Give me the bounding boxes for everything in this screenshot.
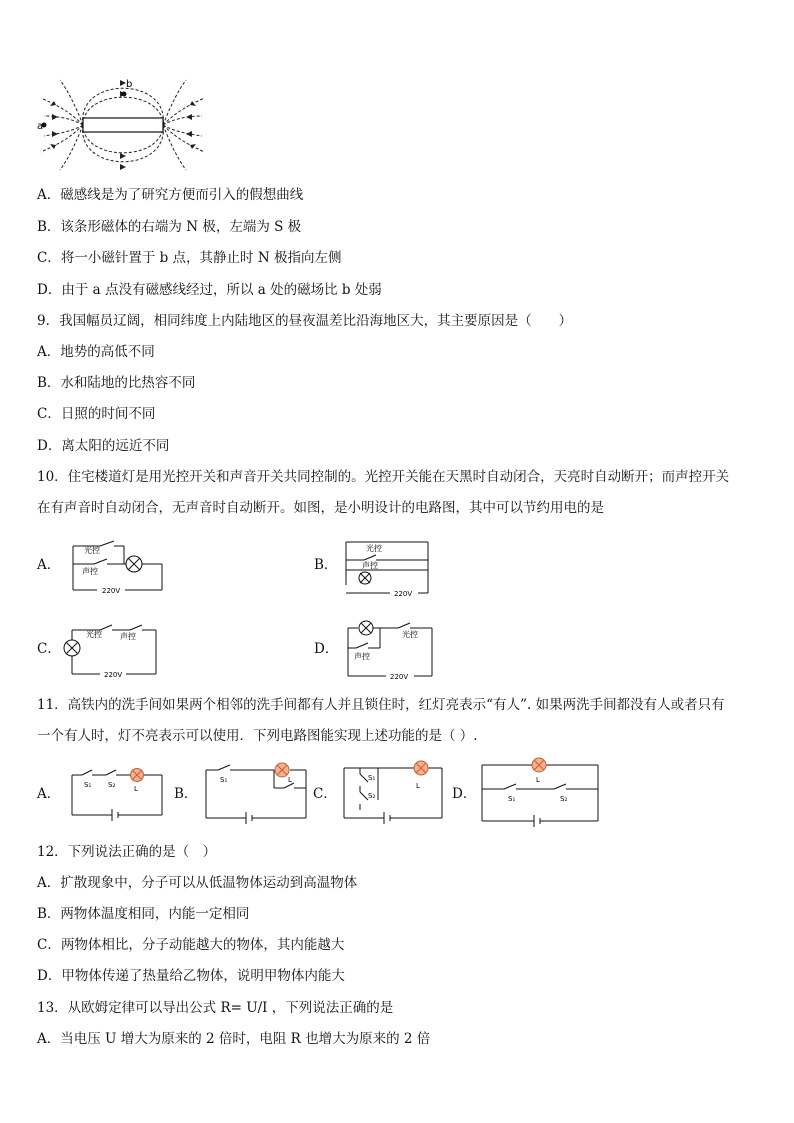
light-switch-label: 光控 xyxy=(86,630,102,639)
q8-option-c: C．将一小磁针置于 b 点，其静止时 N 极指向左侧 xyxy=(37,250,342,266)
q11-stem-line2: 一个有人时，灯不亮表示可以使用．下列电路图能实现上述功能的是（ ）. xyxy=(37,728,478,744)
s1-label: S₁ xyxy=(508,795,516,803)
q8-option-b: B．该条形磁体的右端为 N 极，左端为 S 极 xyxy=(37,219,302,235)
q10-label-a: A． xyxy=(37,557,61,573)
light-switch-label: 光控 xyxy=(402,630,418,639)
q12-option-a: A．扩散现象中，分子可以从低温物体运动到高温物体 xyxy=(37,875,358,891)
q13-stem: 13．从欧姆定律可以导出公式 R= U/I ，下列说法正确的是 xyxy=(37,1000,394,1016)
q11-label-c: C． xyxy=(313,786,337,802)
s2-label: S₂ xyxy=(108,781,116,789)
q10-stem-line2: 在有声音时自动闭合，无声音时自动断开。如图，是小明设计的电路图，其中可以节约用电的是 xyxy=(37,500,604,516)
q9-stem: 9．我国幅员辽阔，相同纬度上内陆地区的昼夜温差比沿海地区大，其主要原因是（ ） xyxy=(37,313,573,329)
point-a-label: a xyxy=(37,121,44,132)
s2-label: S₂ xyxy=(560,795,568,803)
q8-option-a: A．磁感线是为了研究方便而引入的假想曲线 xyxy=(37,187,304,203)
voltage-label: 220V xyxy=(390,673,409,680)
s1-label: S₁ xyxy=(84,781,92,789)
q10-circuit-b xyxy=(342,537,432,599)
lamp-label: L xyxy=(134,785,138,793)
q13-option-a: A．当电压 U 增大为原来的 2 倍时，电阻 R 也增大为原来的 2 倍 xyxy=(37,1031,431,1047)
q10-label-c: C． xyxy=(37,641,61,657)
q11-circuit-c xyxy=(340,760,446,824)
q12-option-d: D．甲物体传递了热量给乙物体，说明甲物体内能大 xyxy=(37,968,345,984)
q11-circuit-a xyxy=(68,763,166,821)
lamp-label: L xyxy=(536,776,540,784)
bar-magnet-field-figure xyxy=(36,78,206,172)
q12-option-b: B．两物体温度相同，内能一定相同 xyxy=(37,906,250,922)
q10-circuit-d xyxy=(340,618,436,680)
q9-option-c: C．日照的时间不同 xyxy=(37,406,156,422)
q11-label-a: A． xyxy=(37,786,61,802)
light-switch-label: 光控 xyxy=(84,546,100,555)
q10-stem-line1: 10．住宅楼道灯是用光控开关和声音开关共同控制的。光控开关能在天黑时自动闭合，天亮时自动断开；而声控开关 xyxy=(37,469,730,485)
q11-label-b: B． xyxy=(174,786,198,802)
s1-label: S₁ xyxy=(220,776,228,784)
sound-switch-label: 声控 xyxy=(120,632,136,641)
q9-option-b: B．水和陆地的比热容不同 xyxy=(37,375,196,391)
sound-switch-label: 声控 xyxy=(82,567,98,576)
point-b-label: b xyxy=(126,79,133,90)
sound-switch-label: 声控 xyxy=(354,652,370,661)
q12-option-c: C．两物体相比，分子动能越大的物体，其内能越大 xyxy=(37,937,345,953)
sound-switch-label: 声控 xyxy=(362,561,378,570)
lamp-label: L xyxy=(416,782,420,790)
q11-circuit-d xyxy=(478,755,602,827)
voltage-label: 220V xyxy=(104,671,123,678)
q11-stem-line1: 11．高铁内的洗手间如果两个相邻的洗手间都有人并且锁住时，红灯亮表示“有人”. 如果两洗手间都没有人或者只有 xyxy=(37,697,725,713)
q10-circuit-c xyxy=(60,620,160,678)
lamp-label: L xyxy=(288,776,292,784)
q10-label-b: B． xyxy=(314,557,338,573)
s1-label: S₁ xyxy=(368,774,376,782)
q9-option-a: A．地势的高低不同 xyxy=(37,344,155,360)
voltage-label: 220V xyxy=(394,590,413,598)
light-switch-label: 光控 xyxy=(366,544,382,553)
q11-label-d: D． xyxy=(452,786,477,802)
voltage-label: 220V xyxy=(102,587,121,595)
q10-circuit-a xyxy=(70,540,165,596)
q10-label-d: D． xyxy=(314,641,339,657)
s2-label: S₂ xyxy=(368,792,376,800)
q11-circuit-b xyxy=(202,760,310,824)
q12-stem: 12．下列说法正确的是（ ） xyxy=(37,844,217,860)
q8-option-d: D．由于 a 点没有磁感线经过，所以 a 处的磁场比 b 处弱 xyxy=(37,282,382,298)
q9-option-d: D．离太阳的远近不同 xyxy=(37,438,170,454)
